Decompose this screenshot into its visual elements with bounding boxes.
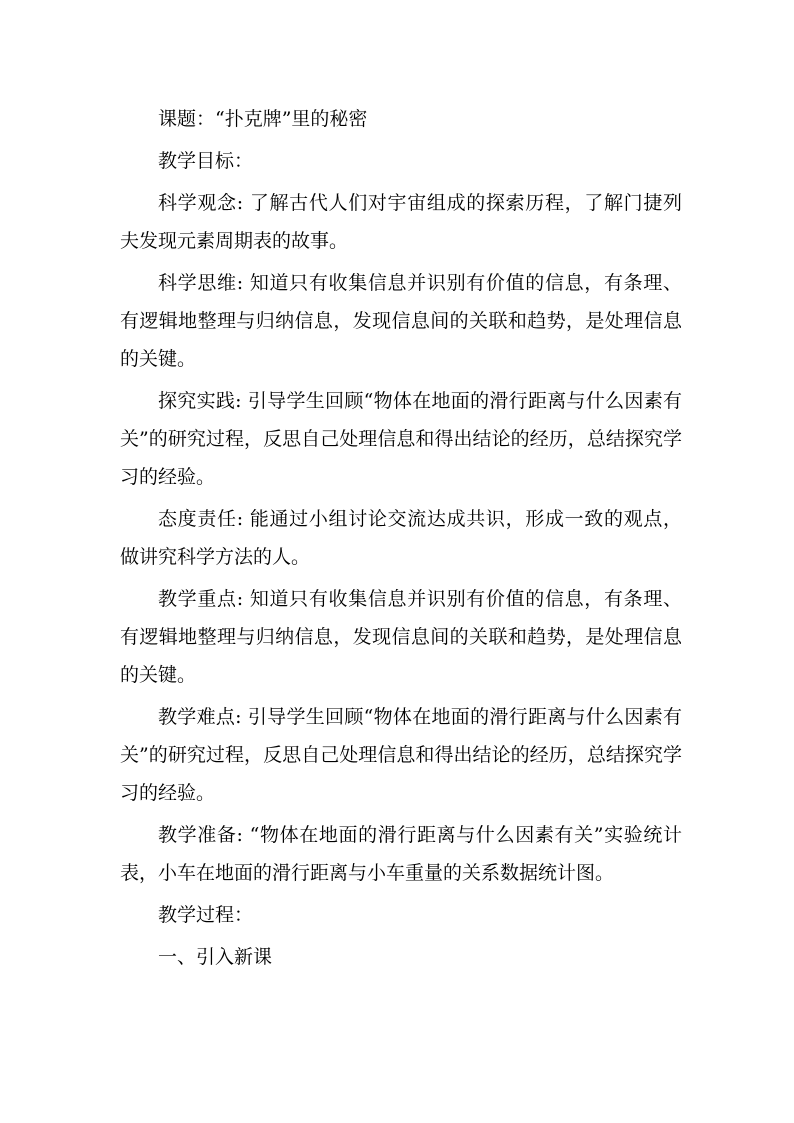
section-heading-objectives: 教学目标：: [158, 150, 254, 172]
section-heading-process: 教学过程：: [158, 904, 254, 926]
subsection-introduction: 一、引入新课: [158, 946, 273, 968]
teaching-key-points: 教学重点: 知道只有收集信息并识别有价值的信息，有条理、有逻辑地整理与归纳信息，发现信息间的关联和趋势，是处理信息的关键。: [120, 588, 682, 686]
objective-attitude-responsibility: 态度责任: 能通过小组讨论交流达成共识，形成一致的观点，做讲究科学方法的人。: [120, 508, 682, 568]
teaching-difficulties: 教学难点: 引导学生回顾“物体在地面的滑行距离与什么因素有关”的研究过程，反思自己处理信息和得出结论的经历，总结探究学习的经验。: [120, 706, 682, 804]
document-body: [120, 100, 682, 980]
lesson-title: 课题：“扑克牌”里的秘密: [158, 108, 368, 130]
objective-inquiry-practice: 探究实践: 引导学生回顾“物体在地面的滑行距离与什么因素有关”的研究过程，反思自己处理信息和得出结论的经历，总结探究学习的经验。: [120, 390, 682, 488]
objective-scientific-thinking: 科学思维: 知道只有收集信息并识别有价值的信息，有条理、有逻辑地整理与归纳信息，发现信息间的关联和趋势，是处理信息的关键。: [120, 272, 682, 370]
objective-scientific-concept: 科学观念: 了解古代人们对宇宙组成的探索历程，了解门捷列夫发现元素周期表的故事。: [120, 192, 682, 252]
teaching-preparation: 教学准备: “物体在地面的滑行距离与什么因素有关”实验统计表，小车在地面的滑行距离与小车重量的关系数据统计图。: [120, 824, 682, 884]
